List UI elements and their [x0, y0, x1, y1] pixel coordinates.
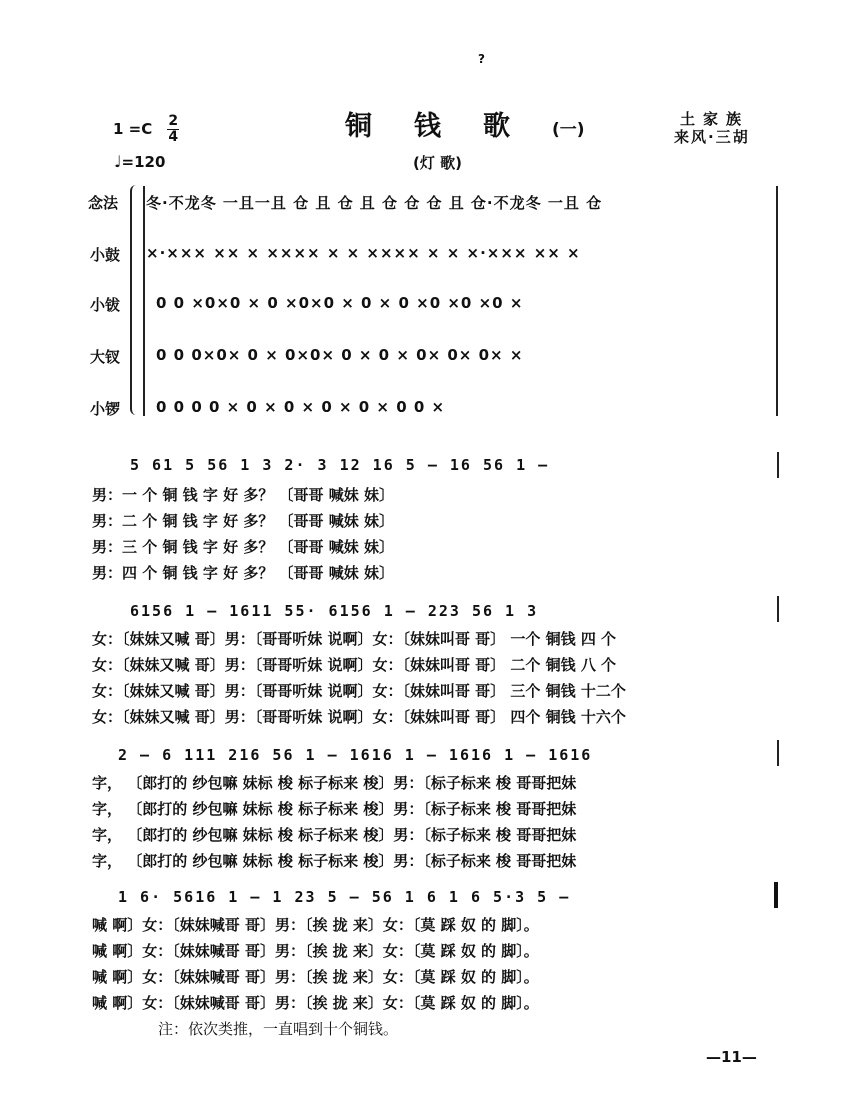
genre: (灯 歌): [413, 154, 462, 172]
barline: [777, 740, 779, 766]
lyric-line: 字， 〔郎打的 纱包嘛 妹标 梭 标子标来 梭〕男：〔标子标来 梭 哥哥把妹: [92, 774, 577, 792]
jianpu-notes: 2 — 6 111 216 56 1 — 1616 1 — 1616 1 — 1616: [118, 746, 593, 764]
lyric-line: 喊 啊〕女：〔妹妹喊哥 哥〕男：〔挨 拢 来〕女：〔莫 踩 奴 的 脚〕。: [92, 968, 539, 986]
tempo-marking: [114, 152, 165, 171]
barline: [777, 452, 779, 478]
percussion-brace: [130, 185, 140, 415]
lyric-line: 男：三 个 铜 钱 字 好 多？ 〔哥哥 喊妹 妹〕: [92, 538, 395, 556]
lyric-line: 女：〔妹妹又喊 哥〕男：〔哥哥听妹 说啊〕女：〔妹妹叫哥 哥〕 四个 铜钱 十六个: [92, 708, 626, 726]
lyric-line: 字， 〔郎打的 纱包嘛 妹标 梭 标子标来 梭〕男：〔标子标来 梭 哥哥把妹: [92, 826, 577, 844]
lyric-line: 女：〔妹妹又喊 哥〕男：〔哥哥听妹 说啊〕女：〔妹妹叫哥 哥〕 三个 铜钱 十二个: [92, 682, 626, 700]
percussion-pattern: ×·××× ×× × ×××× × × ×××× × × ×·××× ×× ×: [146, 244, 581, 262]
final-barline: [774, 882, 778, 908]
lyric-line: 男：二 个 铜 钱 字 好 多？ 〔哥哥 喊妹 妹〕: [92, 512, 395, 530]
lyric-line: 喊 啊〕女：〔妹妹喊哥 哥〕男：〔挨 拢 来〕女：〔莫 踩 奴 的 脚〕。: [92, 994, 539, 1012]
lyric-line: 字， 〔郎打的 纱包嘛 妹标 梭 标子标来 梭〕男：〔标子标来 梭 哥哥把妹: [92, 852, 577, 870]
quarter-note-icon: ♩: [114, 152, 122, 171]
percussion-pattern: 0 0 ×0×0 × 0 ×0×0 × 0 × 0 ×0 ×0 ×0 ×: [156, 294, 524, 312]
percussion-pattern: 0 0 0 0 × 0 × 0 × 0 × 0 × 0 0 ×: [156, 398, 446, 416]
title-suffix: (一): [552, 120, 585, 140]
page-number: —11—: [706, 1048, 757, 1066]
time-numerator: 2: [168, 113, 179, 129]
lyric-line: 女：〔妹妹又喊 哥〕男：〔哥哥听妹 说啊〕女：〔妹妹叫哥 哥〕 一个 铜钱 四 个: [92, 630, 617, 648]
lyric-line: 喊 啊〕女：〔妹妹喊哥 哥〕男：〔挨 拢 来〕女：〔莫 踩 奴 的 脚〕。: [92, 942, 539, 960]
time-denominator: 4: [168, 129, 179, 145]
instrument-label: 小锣: [90, 400, 121, 418]
system-barline: [143, 186, 145, 416]
lyric-line: 女：〔妹妹又喊 哥〕男：〔哥哥听妹 说啊〕女：〔妹妹叫哥 哥〕 二个 铜钱 八 个: [92, 656, 617, 674]
percussion-pattern: 冬·不龙冬 一且一且 仓 且 仓 且 仓 仓 仓 且 仓·不龙冬 一且 仓: [146, 194, 603, 212]
jianpu-notes: 1 6· 5616 1 — 1 23 5 — 56 1 6 1 6 5·3 5 —: [118, 888, 571, 906]
key-label: 1 =C: [113, 120, 153, 138]
time-signature: [167, 114, 179, 145]
ethnicity: 土家族: [680, 110, 750, 128]
end-barline: [776, 186, 778, 416]
lyric-line: 字， 〔郎打的 纱包嘛 妹标 梭 标子标来 梭〕男：〔标子标来 梭 哥哥把妹: [92, 800, 577, 818]
tempo-value: =120: [121, 153, 166, 171]
lyric-line: 男：一 个 铜 钱 字 好 多？ 〔哥哥 喊妹 妹〕: [92, 486, 395, 504]
instrument-label: 念法: [88, 194, 119, 212]
lyric-line: 男：四 个 铜 钱 字 好 多？ 〔哥哥 喊妹 妹〕: [92, 564, 395, 582]
key-signature: [113, 114, 179, 145]
barline: [777, 596, 779, 622]
instrument-label: 大钗: [90, 348, 121, 366]
footnote: 注：依次类推，一直唱到十个铜钱。: [158, 1020, 399, 1038]
jianpu-notes: 6156 1 — 1611 55· 6156 1 — 223 56 1 3: [130, 602, 539, 620]
percussion-pattern: 0 0 0×0× 0 × 0×0× 0 × 0 × 0× 0× 0× ×: [156, 346, 524, 364]
page-title: 铜钱歌: [345, 111, 552, 142]
jianpu-notes: 5 61 5 56 1 3 2· 3 12 16 5 — 16 56 1 —: [130, 456, 550, 474]
instrument-label: 小钹: [90, 296, 121, 314]
lyric-line: 喊 啊〕女：〔妹妹喊哥 哥〕男：〔挨 拢 来〕女：〔莫 踩 奴 的 脚〕。: [92, 916, 539, 934]
page-title-group: [345, 104, 585, 143]
instrument-label: 小鼓: [90, 246, 121, 264]
page-mark: ?: [478, 52, 485, 66]
collector: 来风·三胡: [674, 128, 750, 146]
